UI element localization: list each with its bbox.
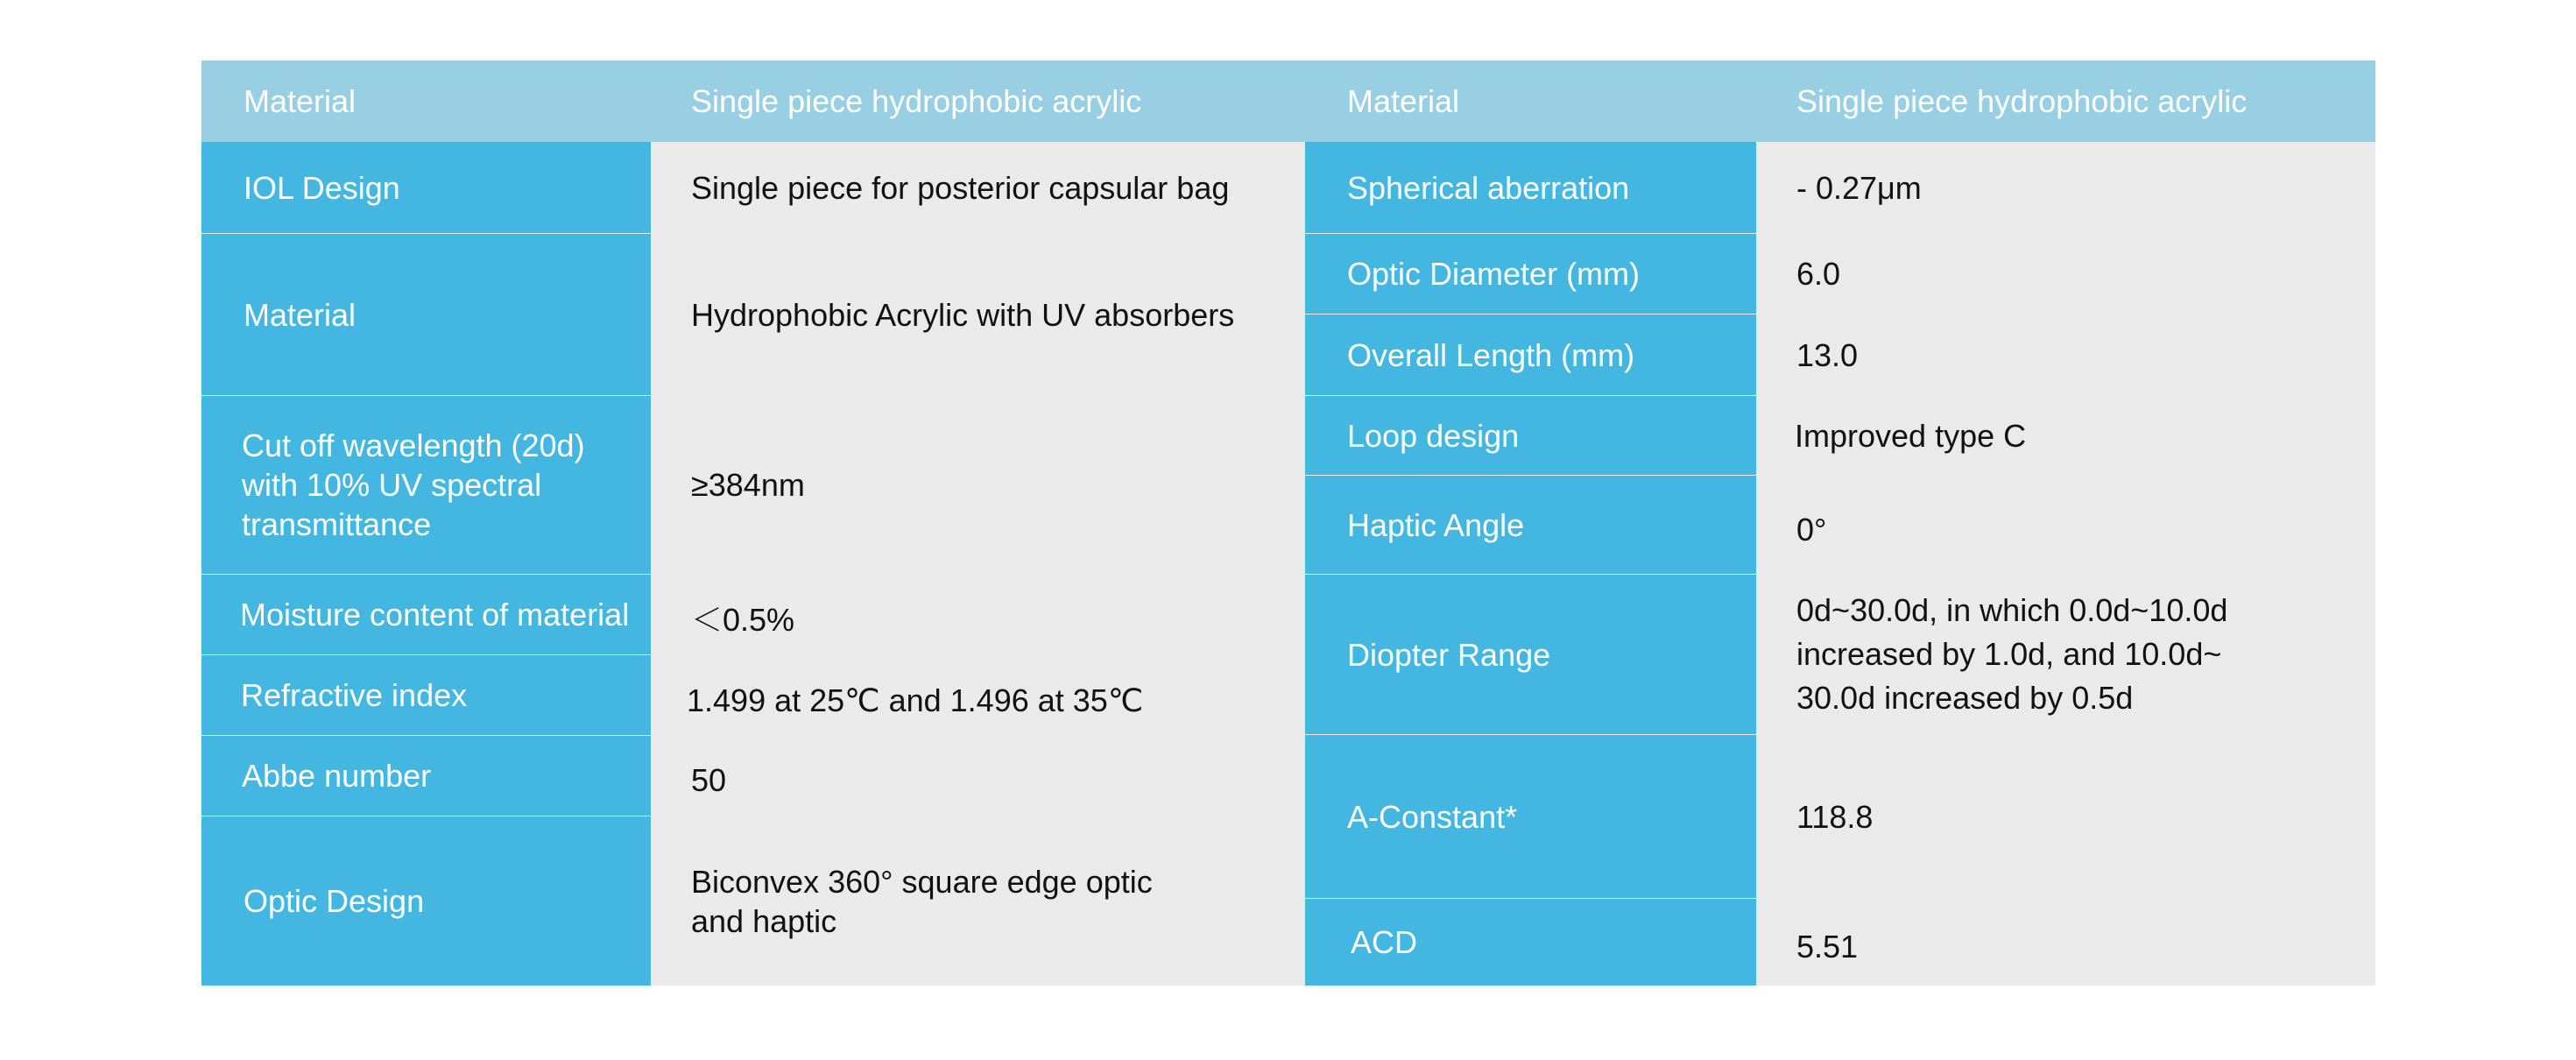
left-row-label: IOL Design — [201, 142, 651, 233]
right-row-label: A-Constant* — [1305, 735, 1756, 898]
left-row-label: Optic Design — [201, 816, 651, 986]
left-row-label: Abbe number — [201, 736, 651, 816]
left-row-label: Refractive index — [201, 655, 651, 735]
header-right-value: Single piece hydrophobic acrylic — [1756, 60, 2375, 142]
right-row-label: Haptic Angle — [1305, 476, 1756, 574]
right-row-value: 118.8 — [1756, 735, 2375, 898]
left-row-value: ≥384nm — [651, 396, 1305, 574]
right-row-label: Overall Length (mm) — [1305, 314, 1756, 395]
right-row-value: 13.0 — [1756, 314, 2375, 395]
spec-table — [201, 60, 2375, 986]
right-row-value: 0° — [1756, 476, 2375, 574]
right-row-label: Loop design — [1305, 396, 1756, 475]
left-row-label: Material — [201, 234, 651, 395]
left-row-value: 1.499 at 25℃ and 1.496 at 35℃ — [651, 655, 1305, 735]
left-row-label: Cut off wavelength (20d) with 10% UV spectral transmittance — [201, 396, 651, 574]
right-row-value: 6.0 — [1756, 234, 2375, 314]
left-row-value: Biconvex 360° square edge optic and haptic — [651, 816, 1305, 986]
right-row-value: - 0.27μm — [1756, 142, 2375, 233]
right-row-label: ACD — [1305, 899, 1756, 986]
left-row-value: ＜0.5% — [651, 575, 1305, 654]
header-left-label: Material — [201, 60, 651, 142]
right-row-label: Spherical aberration — [1305, 142, 1756, 233]
right-row-label: Diopter Range — [1305, 575, 1756, 734]
left-row-value: Single piece for posterior capsular bag — [651, 142, 1305, 233]
right-row-value: Improved type C — [1756, 396, 2375, 475]
left-row-value: 50 — [651, 736, 1305, 816]
right-row-label: Optic Diameter (mm) — [1305, 234, 1756, 314]
right-row-value: 5.51 — [1756, 899, 2375, 986]
left-row-label: Moisture content of material — [201, 575, 651, 654]
right-row-value: 0d~30.0d, in which 0.0d~10.0d increased by 1.0d, and 10.0d~ 30.0d increased by 0.5d — [1756, 575, 2375, 734]
left-row-value: Hydrophobic Acrylic with UV absorbers — [651, 234, 1305, 395]
header-right-label: Material — [1305, 60, 1756, 142]
header-left-value: Single piece hydrophobic acrylic — [651, 60, 1305, 142]
